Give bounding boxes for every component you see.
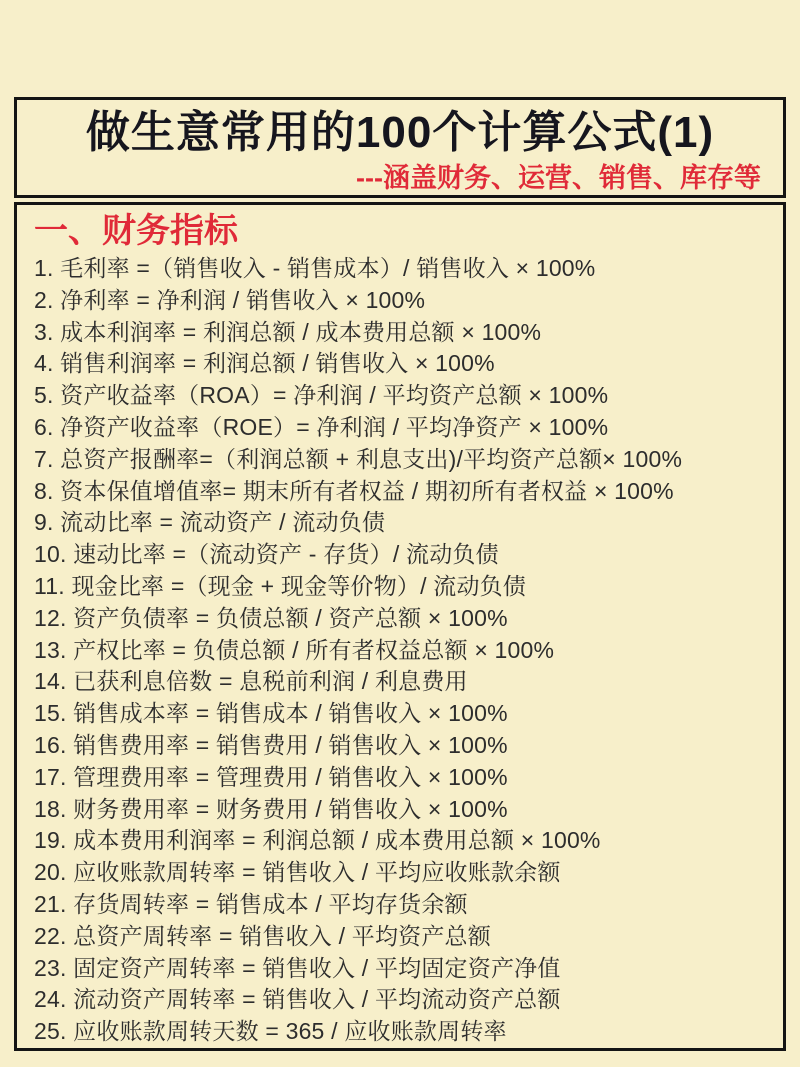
formula-item: 24. 流动资产周转率 = 销售收入 / 平均流动资产总额: [34, 986, 561, 1013]
formula-item: 5. 资产收益率（ROA）= 净利润 / 平均资产总额 × 100%: [34, 382, 609, 409]
formula-item: 16. 销售费用率 = 销售费用 / 销售收入 × 100%: [34, 731, 508, 758]
title-box: [14, 97, 786, 198]
formula-item: 13. 产权比率 = 负债总额 / 所有者权益总额 × 100%: [34, 636, 555, 663]
formula-item: 23. 固定资产周转率 = 销售收入 / 平均固定资产净值: [34, 954, 561, 981]
formula-item: 21. 存货周转率 = 销售成本 / 平均存货余额: [34, 890, 468, 917]
formula-item: 19. 成本费用利润率 = 利润总额 / 成本费用总额 × 100%: [34, 827, 601, 854]
formula-item: 18. 财务费用率 = 财务费用 / 销售收入 × 100%: [34, 795, 508, 822]
formula-item: 2. 净利率 = 净利润 / 销售收入 × 100%: [34, 286, 426, 313]
formula-item: 14. 已获利息倍数 = 息税前利润 / 利息费用: [34, 668, 468, 695]
formula-item: 1. 毛利率 =（销售收入 - 销售成本）/ 销售收入 × 100%: [34, 255, 596, 281]
formula-item: 17. 管理费用率 = 管理费用 / 销售收入 × 100%: [34, 763, 508, 790]
page-subtitle: ---涵盖财务、运营、销售、库存等: [356, 163, 761, 193]
formula-item: 12. 资产负债率 = 负债总额 / 资产总额 × 100%: [34, 604, 508, 631]
formula-item: 10. 速动比率 =（流动资产 - 存货）/ 流动负债: [34, 541, 499, 568]
formula-item: 4. 销售利润率 = 利润总额 / 销售收入 × 100%: [34, 350, 495, 377]
formula-item: 11. 现金比率 =（现金 + 现金等价物）/ 流动负债: [34, 572, 527, 599]
section-heading: 一、财务指标: [34, 212, 238, 250]
formula-item: 22. 总资产周转率 = 销售收入 / 平均资产总额: [34, 922, 491, 949]
formula-item: 25. 应收账款周转天数 = 365 / 应收账款周转率: [34, 1018, 507, 1045]
page-title: 做生意常用的100个计算公式(1): [85, 108, 715, 157]
formula-item: 7. 总资产报酬率=（利润总额 + 利息支出)/平均资产总额× 100%: [34, 445, 683, 472]
formula-list: [34, 253, 775, 1048]
formula-section-box: [14, 202, 786, 1051]
formula-item: 8. 资本保值增值率= 期末所有者权益 / 期初所有者权益 × 100%: [34, 477, 674, 504]
formula-item: 15. 销售成本率 = 销售成本 / 销售收入 × 100%: [34, 700, 508, 727]
formula-item: 3. 成本利润率 = 利润总额 / 成本费用总额 × 100%: [34, 318, 542, 345]
formula-item: 9. 流动比率 = 流动资产 / 流动负债: [34, 509, 386, 536]
formula-item: 6. 净资产收益率（ROE）= 净利润 / 平均净资产 × 100%: [34, 413, 609, 440]
formula-item: 20. 应收账款周转率 = 销售收入 / 平均应收账款余额: [34, 859, 561, 886]
